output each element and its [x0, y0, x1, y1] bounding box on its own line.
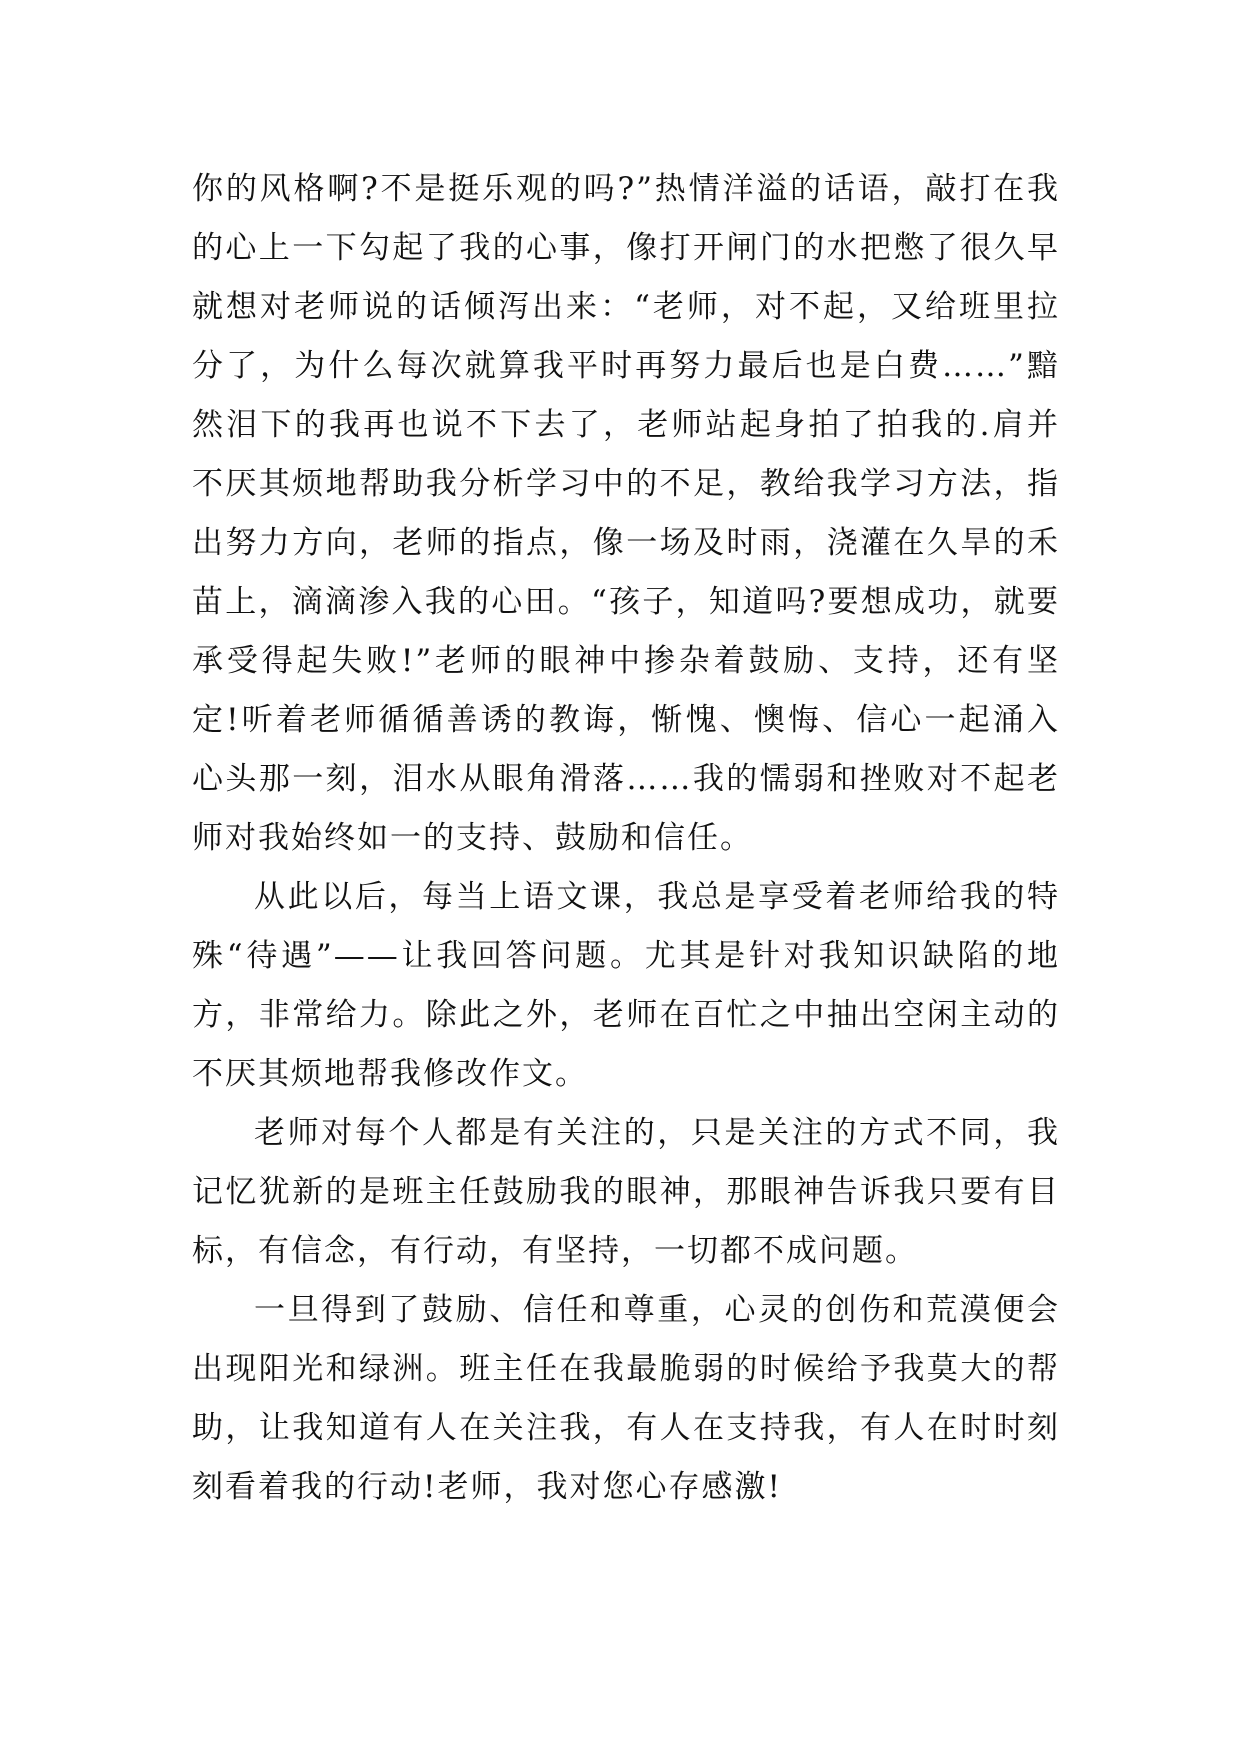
text-line: 出现阳光和绿洲。班主任在我最脆弱的时候给予我莫大的帮 [192, 1351, 1060, 1387]
text-line: 助，让我知道有人在关注我，有人在支持我，有人在时时刻 [192, 1410, 1060, 1446]
text-line: 从此以后，每当上语文课，我总是享受着老师给我的特 [254, 879, 1060, 915]
text-line: 定!听着老师循循善诱的教诲，惭愧、懊悔、信心一起涌入 [192, 702, 1060, 738]
text-line: 你的风格啊?不是挺乐观的吗?”热情洋溢的话语，敲打在我 [192, 171, 1060, 207]
text-line: 师对我始终如一的支持、鼓励和信任。 [192, 820, 753, 856]
text-line: 然泪下的我再也说不下去了，老师站起身拍了拍我的.肩并 [192, 407, 1060, 443]
paragraph-4 [192, 1281, 1060, 1517]
paragraph-3 [192, 1104, 1060, 1281]
text-line: 分了，为什么每次就算我平时再努力最后也是白费……”黯 [192, 348, 1060, 384]
text-line: 刻看着我的行动!老师，我对您心存感激! [192, 1469, 782, 1505]
text-line: 就想对老师说的话倾泻出来：“老师，对不起，又给班里拉 [192, 289, 1060, 325]
text-line: 标，有信念，有行动，有坚持，一切都不成问题。 [192, 1233, 918, 1269]
document-body [192, 160, 1060, 1517]
text-line: 心头那一刻，泪水从眼角滑落……我的懦弱和挫败对不起老 [192, 761, 1060, 797]
text-line: 出努力方向，老师的指点，像一场及时雨，浇灌在久旱的禾 [192, 525, 1060, 561]
paragraph-1 [192, 160, 1060, 868]
text-line: 不厌其烦地帮助我分析学习中的不足，教给我学习方法，指 [192, 466, 1060, 502]
text-line: 承受得起失败!”老师的眼神中掺杂着鼓励、支持，还有坚 [192, 643, 1060, 679]
paragraph-2 [192, 868, 1060, 1104]
text-line: 殊“待遇”——让我回答问题。尤其是针对我知识缺陷的地 [192, 938, 1060, 974]
text-line: 老师对每个人都是有关注的，只是关注的方式不同，我 [254, 1115, 1060, 1151]
text-line: 方，非常给力。除此之外，老师在百忙之中抽出空闲主动的 [192, 997, 1060, 1033]
text-line: 记忆犹新的是班主任鼓励我的眼神，那眼神告诉我只要有目 [192, 1174, 1060, 1210]
text-line: 一旦得到了鼓励、信任和尊重，心灵的创伤和荒漠便会 [254, 1292, 1060, 1328]
text-line: 不厌其烦地帮我修改作文。 [192, 1056, 588, 1092]
text-line: 的心上一下勾起了我的心事，像打开闸门的水把憋了很久早 [192, 230, 1060, 266]
text-line: 苗上，滴滴渗入我的心田。“孩子，知道吗?要想成功，就要 [192, 584, 1060, 620]
